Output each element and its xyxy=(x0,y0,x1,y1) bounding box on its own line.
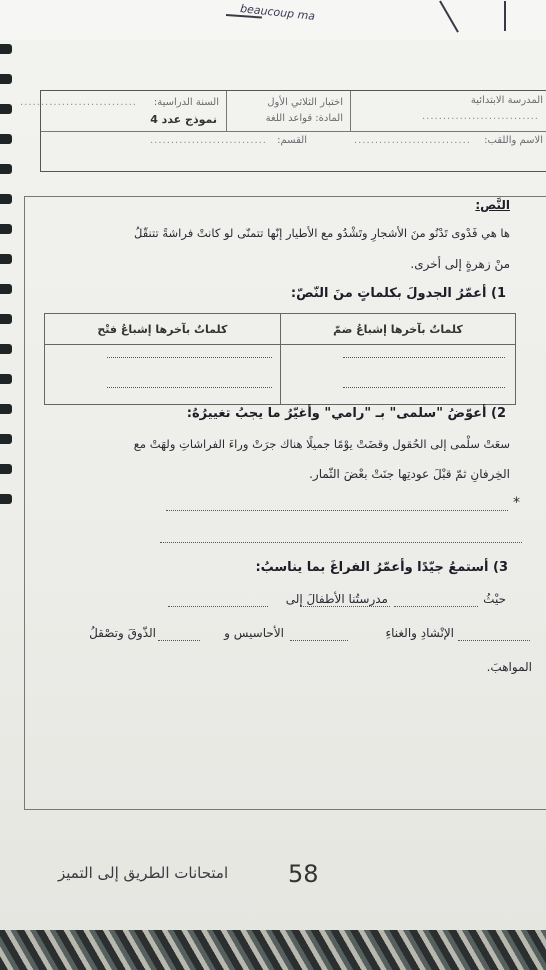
class-label: القسم: xyxy=(277,135,307,146)
top-note: beaucoup ma xyxy=(239,2,316,23)
subject-label: المادة: قواعد اللغة xyxy=(265,113,343,124)
col-header-damm: كلماتٌ بآخرها إشباعُ ضمّ xyxy=(280,314,515,345)
name-label: الاسم واللقب: xyxy=(484,135,543,146)
spiral-binding xyxy=(0,40,14,510)
blank-field[interactable] xyxy=(158,640,200,641)
name-dots: ............................ xyxy=(353,135,471,146)
exam-title: اختبار الثلاثي الأول xyxy=(267,97,343,108)
answer-cell[interactable] xyxy=(280,345,515,405)
exam-header xyxy=(19,90,546,172)
answer-line[interactable] xyxy=(166,510,508,511)
blank-field[interactable] xyxy=(394,606,478,607)
words-table xyxy=(44,313,516,405)
blank-field[interactable] xyxy=(458,640,530,641)
question-3: 3) أستمعُ جيّدًا وأعمّرُ الفراغَ بما يناسبُ: xyxy=(255,560,508,575)
bullet-mark: * xyxy=(513,495,520,511)
q3-line-3: المواهبَ. xyxy=(486,660,532,674)
question-1: 1) أعمّرُ الجدولَ بكلماتٍ منَ النّصّ: xyxy=(290,286,506,301)
school-year-dots: ............................ xyxy=(19,97,137,108)
book-title: امتحانات الطريق إلى التميز xyxy=(58,864,229,882)
text-line-2: منْ زهرةٍ إلى أخرى. xyxy=(410,257,510,271)
model-number: نموذج عدد 4 xyxy=(150,113,217,126)
q3-line2-a: الإنْشادِ والغناءِ xyxy=(385,626,454,640)
q3-line2-c: الذّوقَ وتصْقلُ xyxy=(89,626,156,640)
school-label: المدرسة الابتدائية xyxy=(470,95,543,106)
school-year-label: السنة الدراسية: xyxy=(153,97,219,108)
blank-field[interactable] xyxy=(168,606,268,607)
class-dots: ............................ xyxy=(149,135,267,146)
scribble-line xyxy=(504,1,506,31)
page-number: 58 xyxy=(288,860,319,888)
text-title: النَّص: xyxy=(475,198,510,212)
text-line-1: ها هي فَدْوى تَدْنُو منَ الأشجارِ وتَشْدُو مع الأطيار إنّها تتمنّى لو كانتْ فراشةً تتنقّلُ xyxy=(134,226,510,240)
question-2: 2) أعوّضُ "سلمى" بـ "رامي" وأغيّرُ ما يجبُ تغييرُهُ: xyxy=(186,406,506,421)
q3-line1-mid: مدرستُنا الأطفالَ إلى xyxy=(285,592,388,606)
blank-field[interactable] xyxy=(290,640,348,641)
background-carpet xyxy=(0,930,546,970)
answer-line[interactable] xyxy=(160,542,522,543)
q3-line1-start: حيْثُ xyxy=(483,592,506,606)
q2-text-line-2: الخِرفانِ ثمّ قبْلَ عودتِها جنَتْ بعْضَ الثّمار. xyxy=(309,467,510,481)
school-dots: ............................ xyxy=(421,111,539,122)
col-header-fath: كلماتٌ بآخرها إشباعُ فتْح xyxy=(45,314,281,345)
answer-cell[interactable] xyxy=(45,345,281,405)
q2-text-line-1: سعَتْ سلْمى إلى الحُقول وقضَتْ يوْمًا جميلًا هناك جرَتْ وراءَ الفراشاتِ ولهَتْ مع xyxy=(133,437,510,451)
blank-field[interactable] xyxy=(300,606,390,607)
q3-line2-b: الأحاسيس و xyxy=(224,626,284,640)
